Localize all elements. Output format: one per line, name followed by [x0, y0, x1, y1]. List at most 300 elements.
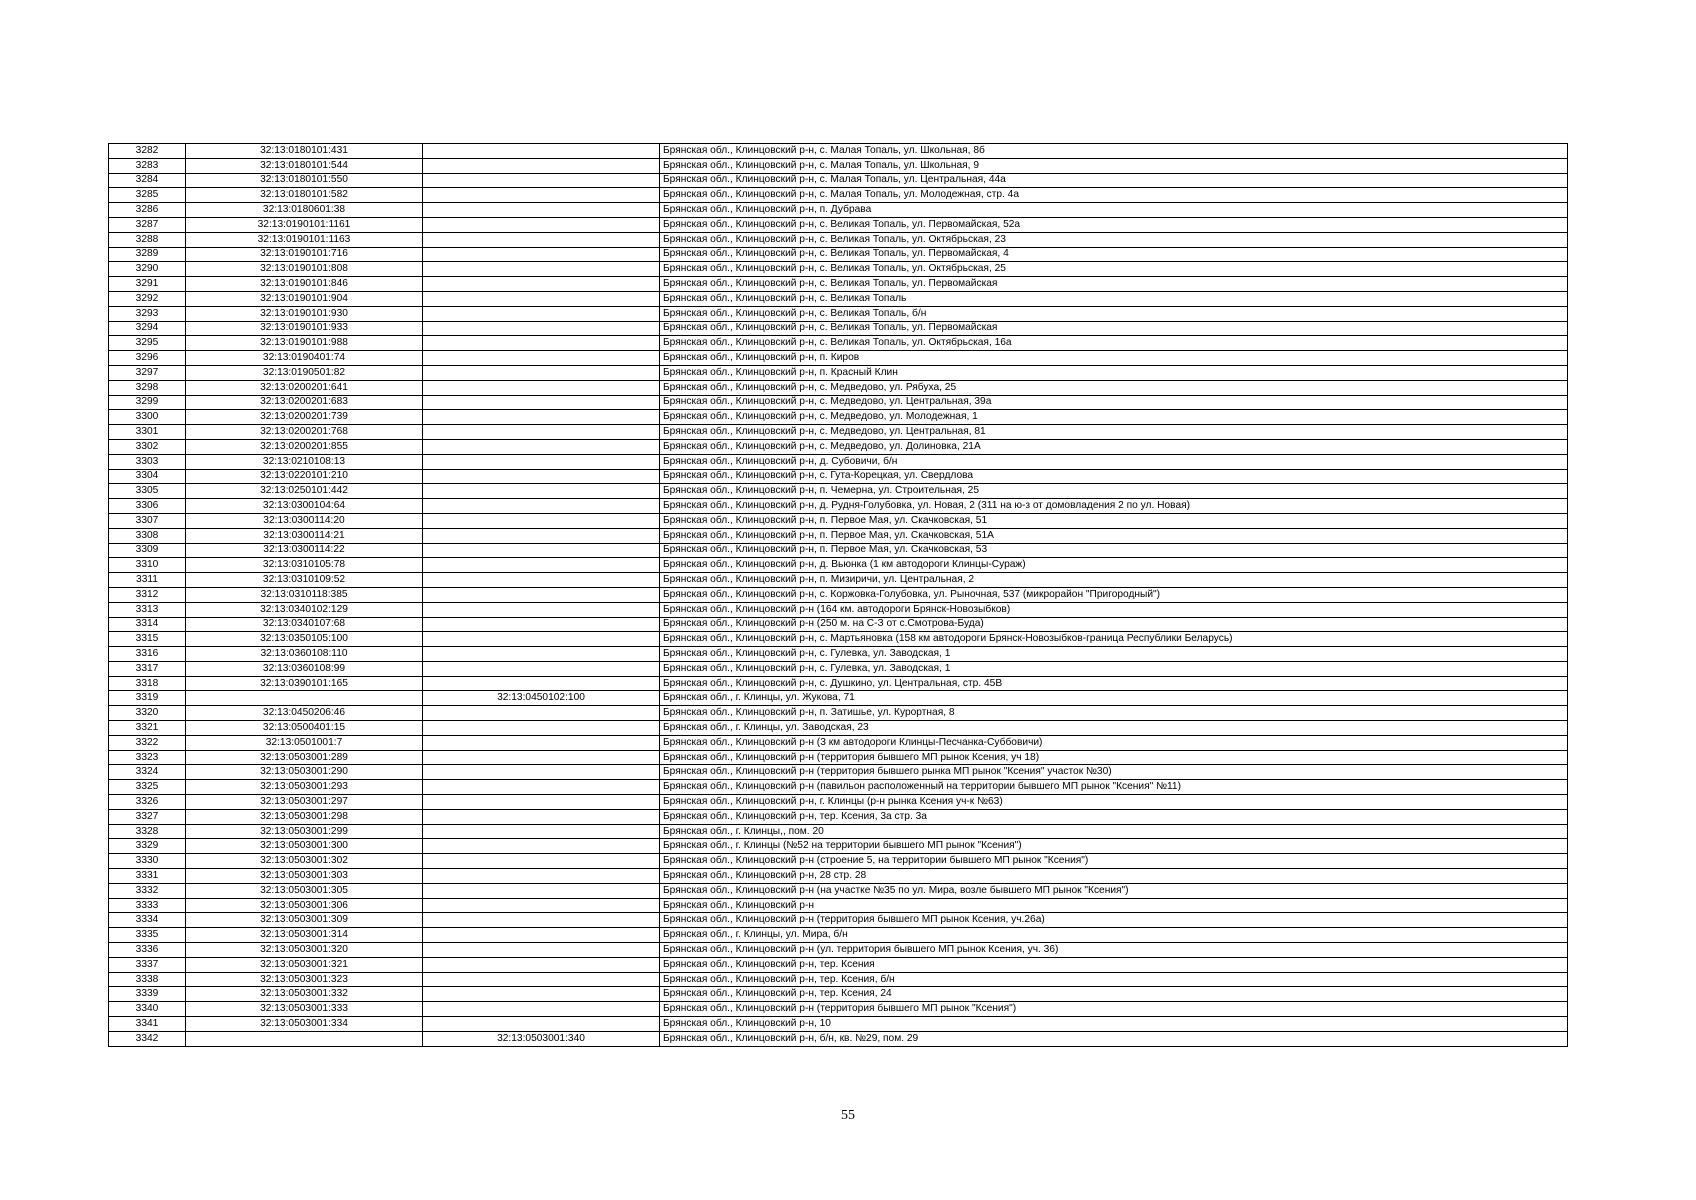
cadastral-number-cell: 32:13:0200201:683 — [186, 395, 423, 410]
cadastral-number-alt-cell — [423, 824, 660, 839]
address-cell: Брянская обл., г. Клинцы, ул. Жукова, 71 — [660, 691, 1568, 706]
cadastral-number-cell: 32:13:0190101:988 — [186, 336, 423, 351]
cadastral-number-alt-cell: 32:13:0450102:100 — [423, 691, 660, 706]
address-cell: Брянская обл., Клинцовский р-н, с. Медведово, ул. Центральная, 39а — [660, 395, 1568, 410]
cadastral-number-alt-cell — [423, 928, 660, 943]
address-cell: Брянская обл., Клинцовский р-н, с. Великая Топаль, ул. Октябрьская, 23 — [660, 232, 1568, 247]
address-cell: Брянская обл., Клинцовский р-н, с. Великая Топаль, ул. Первомайская — [660, 321, 1568, 336]
cadastral-number-cell: 32:13:0300104:64 — [186, 499, 423, 514]
address-cell: Брянская обл., Клинцовский р-н, с. Малая Топаль, ул. Центральная, 44а — [660, 173, 1568, 188]
address-cell: Брянская обл., Клинцовский р-н, с. Медведово, ул. Молодежная, 1 — [660, 410, 1568, 425]
table-row — [109, 528, 1568, 543]
address-cell: Брянская обл., Клинцовский р-н, с. Великая Топаль, ул. Первомайская — [660, 277, 1568, 292]
table-row — [109, 898, 1568, 913]
address-cell: Брянская обл., Клинцовский р-н, с. Малая Топаль, ул. Школьная, 8б — [660, 144, 1568, 159]
row-number-cell: 3285 — [109, 188, 186, 203]
address-cell: Брянская обл., Клинцовский р-н, тер. Ксения, б/н — [660, 972, 1568, 987]
cadastral-number-alt-cell — [423, 972, 660, 987]
cadastral-number-alt-cell — [423, 217, 660, 232]
row-number-cell: 3339 — [109, 987, 186, 1002]
table-row — [109, 824, 1568, 839]
cadastral-number-alt-cell — [423, 203, 660, 218]
cadastral-number-cell: 32:13:0220101:210 — [186, 469, 423, 484]
address-cell: Брянская обл., Клинцовский р-н, п. Киров — [660, 351, 1568, 366]
table-row — [109, 735, 1568, 750]
table-row — [109, 558, 1568, 573]
address-cell: Брянская обл., Клинцовский р-н, с. Душкино, ул. Центральная, стр. 45В — [660, 676, 1568, 691]
table-row — [109, 573, 1568, 588]
cadastral-number-cell: 32:13:0190101:716 — [186, 247, 423, 262]
table-row — [109, 513, 1568, 528]
address-cell: Брянская обл., Клинцовский р-н (250 м. на С-З от с.Смотрова-Буда) — [660, 617, 1568, 632]
cadastral-number-alt-cell — [423, 957, 660, 972]
table-row — [109, 987, 1568, 1002]
cadastral-number-cell: 32:13:0310105:78 — [186, 558, 423, 573]
table-row — [109, 306, 1568, 321]
address-cell: Брянская обл., Клинцовский р-н (164 км. автодороги Брянск-Новозыбков) — [660, 602, 1568, 617]
address-cell: Брянская обл., Клинцовский р-н, с. Великая Топаль, б/н — [660, 306, 1568, 321]
cadastral-number-cell: 32:13:0180101:544 — [186, 158, 423, 173]
address-cell: Брянская обл., Клинцовский р-н (на участке №35 по ул. Мира, возле бывшего МП рынок "Ксения") — [660, 883, 1568, 898]
row-number-cell: 3309 — [109, 543, 186, 558]
table-row — [109, 809, 1568, 824]
table-row — [109, 765, 1568, 780]
cadastral-number-cell: 32:13:0360108:110 — [186, 647, 423, 662]
cadastral-number-cell: 32:13:0503001:298 — [186, 809, 423, 824]
address-cell: Брянская обл., Клинцовский р-н, д. Рудня-Голубовка, ул. Новая, 2 (311 на ю-з от домовладения 2 по ул. Новая) — [660, 499, 1568, 514]
cadastral-number-cell: 32:13:0450206:46 — [186, 706, 423, 721]
address-cell: Брянская обл., Клинцовский р-н, с. Малая Топаль, ул. Молодежная, стр. 4а — [660, 188, 1568, 203]
address-cell: Брянская обл., Клинцовский р-н, б/н, кв. №29, пом. 29 — [660, 1031, 1568, 1046]
cadastral-number-alt-cell — [423, 351, 660, 366]
address-cell: Брянская обл., Клинцовский р-н, п. Красный Клин — [660, 365, 1568, 380]
address-cell: Брянская обл., Клинцовский р-н, тер. Ксения, 24 — [660, 987, 1568, 1002]
cadastral-number-alt-cell — [423, 499, 660, 514]
cadastral-number-cell: 32:13:0200201:641 — [186, 380, 423, 395]
cadastral-number-cell: 32:13:0190101:1161 — [186, 217, 423, 232]
table-row — [109, 1031, 1568, 1046]
address-cell: Брянская обл., Клинцовский р-н, тер. Ксения, 3а стр. 3а — [660, 809, 1568, 824]
address-cell: Брянская обл., Клинцовский р-н (территория бывшего рынка МП рынок "Ксения" участок №30) — [660, 765, 1568, 780]
address-cell: Брянская обл., Клинцовский р-н, тер. Ксения — [660, 957, 1568, 972]
table-row — [109, 676, 1568, 691]
cadastral-number-alt-cell — [423, 913, 660, 928]
cadastral-number-cell: 32:13:0200201:739 — [186, 410, 423, 425]
table-row — [109, 854, 1568, 869]
cadastral-number-cell: 32:13:0503001:320 — [186, 943, 423, 958]
cadastral-number-alt-cell — [423, 469, 660, 484]
address-cell: Брянская обл., Клинцовский р-н, с. Медведово, ул. Центральная, 81 — [660, 425, 1568, 440]
cadastral-number-cell: 32:13:0190101:933 — [186, 321, 423, 336]
cadastral-number-alt-cell — [423, 321, 660, 336]
address-cell: Брянская обл., Клинцовский р-н (3 км автодороги Клинцы-Песчанка-Суббовичи) — [660, 735, 1568, 750]
cadastral-number-alt-cell — [423, 735, 660, 750]
cadastral-number-cell: 32:13:0190101:808 — [186, 262, 423, 277]
address-cell: Брянская обл., Клинцовский р-н, с. Великая Топаль, ул. Первомайская, 4 — [660, 247, 1568, 262]
cadastral-number-alt-cell — [423, 365, 660, 380]
cadastral-number-alt-cell — [423, 513, 660, 528]
cadastral-number-cell: 32:13:0180601:38 — [186, 203, 423, 218]
cadastral-number-alt-cell — [423, 883, 660, 898]
cadastral-number-alt-cell — [423, 706, 660, 721]
cadastral-number-cell: 32:13:0340102:129 — [186, 602, 423, 617]
row-number-cell: 3291 — [109, 277, 186, 292]
cadastral-number-alt-cell — [423, 765, 660, 780]
row-number-cell: 3318 — [109, 676, 186, 691]
cadastral-number-alt-cell — [423, 262, 660, 277]
page-number: 55 — [841, 1108, 855, 1123]
table-row — [109, 321, 1568, 336]
row-number-cell: 3307 — [109, 513, 186, 528]
row-number-cell: 3298 — [109, 380, 186, 395]
table-row — [109, 395, 1568, 410]
row-number-cell: 3311 — [109, 573, 186, 588]
table-row — [109, 647, 1568, 662]
cadastral-number-alt-cell — [423, 898, 660, 913]
cadastral-number-alt-cell — [423, 661, 660, 676]
cadastral-number-alt-cell — [423, 543, 660, 558]
table-row — [109, 232, 1568, 247]
registry-table-body — [109, 144, 1568, 1047]
cadastral-number-alt-cell — [423, 854, 660, 869]
cadastral-number-cell: 32:13:0503001:302 — [186, 854, 423, 869]
address-cell: Брянская обл., Клинцовский р-н, п. Первое Мая, ул. Скачковская, 53 — [660, 543, 1568, 558]
row-number-cell: 3313 — [109, 602, 186, 617]
cadastral-number-cell: 32:13:0503001:289 — [186, 750, 423, 765]
cadastral-number-alt-cell — [423, 558, 660, 573]
cadastral-number-alt-cell — [423, 528, 660, 543]
address-cell: Брянская обл., Клинцовский р-н, с. Гулевка, ул. Заводская, 1 — [660, 661, 1568, 676]
registry-table — [108, 143, 1568, 1047]
address-cell: Брянская обл., Клинцовский р-н, г. Клинцы (р-н рынка Ксения уч-к №63) — [660, 795, 1568, 810]
cadastral-number-alt-cell — [423, 144, 660, 159]
address-cell: Брянская обл., г. Клинцы, ул. Заводская, 23 — [660, 721, 1568, 736]
row-number-cell: 3308 — [109, 528, 186, 543]
cadastral-number-alt-cell — [423, 188, 660, 203]
cadastral-number-cell: 32:13:0503001:300 — [186, 839, 423, 854]
row-number-cell: 3296 — [109, 351, 186, 366]
cadastral-number-cell: 32:13:0200201:768 — [186, 425, 423, 440]
cadastral-number-cell: 32:13:0503001:303 — [186, 869, 423, 884]
table-row — [109, 365, 1568, 380]
cadastral-number-cell: 32:13:0190501:82 — [186, 365, 423, 380]
row-number-cell: 3290 — [109, 262, 186, 277]
table-row — [109, 543, 1568, 558]
table-row — [109, 617, 1568, 632]
row-number-cell: 3301 — [109, 425, 186, 440]
table-row — [109, 144, 1568, 159]
table-row — [109, 380, 1568, 395]
cadastral-number-cell: 32:13:0503001:306 — [186, 898, 423, 913]
address-cell: Брянская обл., Клинцовский р-н, п. Дубрава — [660, 203, 1568, 218]
cadastral-number-cell: 32:13:0360108:99 — [186, 661, 423, 676]
row-number-cell: 3284 — [109, 173, 186, 188]
row-number-cell: 3327 — [109, 809, 186, 824]
table-row — [109, 839, 1568, 854]
cadastral-number-alt-cell — [423, 647, 660, 662]
row-number-cell: 3338 — [109, 972, 186, 987]
table-row — [109, 883, 1568, 898]
cadastral-number-alt-cell — [423, 869, 660, 884]
cadastral-number-cell: 32:13:0501001:7 — [186, 735, 423, 750]
table-row — [109, 869, 1568, 884]
cadastral-number-alt-cell — [423, 306, 660, 321]
row-number-cell: 3321 — [109, 721, 186, 736]
address-cell: Брянская обл., Клинцовский р-н, с. Великая Топаль, ул. Октябрьская, 16а — [660, 336, 1568, 351]
cadastral-number-alt-cell — [423, 380, 660, 395]
row-number-cell: 3295 — [109, 336, 186, 351]
cadastral-number-alt-cell — [423, 410, 660, 425]
row-number-cell: 3288 — [109, 232, 186, 247]
address-cell: Брянская обл., Клинцовский р-н, д. Субовичи, б/н — [660, 454, 1568, 469]
address-cell: Брянская обл., Клинцовский р-н, д. Вьюнка (1 км автодороги Клинцы-Сураж) — [660, 558, 1568, 573]
table-row — [109, 691, 1568, 706]
address-cell: Брянская обл., Клинцовский р-н, с. Мартьяновка (158 км автодороги Брянск-Новозыбков-граница Республики Беларусь) — [660, 632, 1568, 647]
cadastral-number-alt-cell — [423, 602, 660, 617]
address-cell: Брянская обл., Клинцовский р-н (строение 5, на территории бывшего МП рынок "Ксения") — [660, 854, 1568, 869]
table-row — [109, 1002, 1568, 1017]
row-number-cell: 3320 — [109, 706, 186, 721]
cadastral-number-alt-cell — [423, 454, 660, 469]
table-row — [109, 661, 1568, 676]
table-row — [109, 410, 1568, 425]
cadastral-number-alt-cell — [423, 750, 660, 765]
table-row — [109, 262, 1568, 277]
address-cell: Брянская обл., Клинцовский р-н, с. Медведово, ул. Рябуха, 25 — [660, 380, 1568, 395]
row-number-cell: 3297 — [109, 365, 186, 380]
table-row — [109, 484, 1568, 499]
cadastral-number-alt-cell — [423, 795, 660, 810]
address-cell: Брянская обл., Клинцовский р-н — [660, 898, 1568, 913]
table-row — [109, 277, 1568, 292]
address-cell: Брянская обл., Клинцовский р-н (территория бывшего МП рынок "Ксения") — [660, 1002, 1568, 1017]
cadastral-number-alt-cell — [423, 839, 660, 854]
row-number-cell: 3328 — [109, 824, 186, 839]
cadastral-number-cell: 32:13:0503001:323 — [186, 972, 423, 987]
row-number-cell: 3336 — [109, 943, 186, 958]
table-row — [109, 721, 1568, 736]
cadastral-number-cell: 32:13:0503001:305 — [186, 883, 423, 898]
row-number-cell: 3322 — [109, 735, 186, 750]
table-row — [109, 632, 1568, 647]
cadastral-number-alt-cell — [423, 247, 660, 262]
cadastral-number-alt-cell — [423, 1002, 660, 1017]
row-number-cell: 3337 — [109, 957, 186, 972]
address-cell: Брянская обл., Клинцовский р-н (павильон расположенный на территории бывшего МП рынок "Ксения" №11) — [660, 780, 1568, 795]
row-number-cell: 3340 — [109, 1002, 186, 1017]
table-row — [109, 706, 1568, 721]
cadastral-number-cell: 32:13:0190101:904 — [186, 291, 423, 306]
address-cell: Брянская обл., Клинцовский р-н (территория бывшего МП рынок Ксения, уч.26а) — [660, 913, 1568, 928]
cadastral-number-alt-cell — [423, 632, 660, 647]
row-number-cell: 3325 — [109, 780, 186, 795]
row-number-cell: 3331 — [109, 869, 186, 884]
row-number-cell: 3304 — [109, 469, 186, 484]
cadastral-number-cell: 32:13:0503001:293 — [186, 780, 423, 795]
cadastral-number-cell: 32:13:0503001:333 — [186, 1002, 423, 1017]
table-row — [109, 454, 1568, 469]
cadastral-number-alt-cell — [423, 232, 660, 247]
cadastral-number-cell: 32:13:0200201:855 — [186, 439, 423, 454]
address-cell: Брянская обл., Клинцовский р-н, с. Коржовка-Голубовка, ул. Рыночная, 537 (микрорайон "Пригородный") — [660, 587, 1568, 602]
table-row — [109, 750, 1568, 765]
cadastral-number-cell: 32:13:0300114:22 — [186, 543, 423, 558]
table-row — [109, 203, 1568, 218]
cadastral-number-alt-cell — [423, 943, 660, 958]
address-cell: Брянская обл., Клинцовский р-н, с. Медведово, ул. Долиновка, 21А — [660, 439, 1568, 454]
table-row — [109, 217, 1568, 232]
address-cell: Брянская обл., г. Клинцы, ул. Мира, б/н — [660, 928, 1568, 943]
address-cell: Брянская обл., Клинцовский р-н (территория бывшего МП рынок Ксения, уч 18) — [660, 750, 1568, 765]
cadastral-number-cell: 32:13:0500401:15 — [186, 721, 423, 736]
cadastral-number-cell: 32:13:0390101:165 — [186, 676, 423, 691]
row-number-cell: 3342 — [109, 1031, 186, 1046]
cadastral-number-alt-cell — [423, 780, 660, 795]
cadastral-number-cell: 32:13:0503001:299 — [186, 824, 423, 839]
cadastral-number-cell: 32:13:0503001:297 — [186, 795, 423, 810]
cadastral-number-alt-cell — [423, 336, 660, 351]
cadastral-number-cell: 32:13:0300114:21 — [186, 528, 423, 543]
address-cell: Брянская обл., Клинцовский р-н, с. Гута-Корецкая, ул. Свердлова — [660, 469, 1568, 484]
cadastral-number-cell: 32:13:0503001:314 — [186, 928, 423, 943]
row-number-cell: 3305 — [109, 484, 186, 499]
cadastral-number-cell: 32:13:0503001:334 — [186, 1017, 423, 1032]
cadastral-number-alt-cell — [423, 1017, 660, 1032]
row-number-cell: 3287 — [109, 217, 186, 232]
row-number-cell: 3300 — [109, 410, 186, 425]
cadastral-number-cell: 32:13:0190401:74 — [186, 351, 423, 366]
cadastral-number-cell: 32:13:0300114:20 — [186, 513, 423, 528]
cadastral-number-alt-cell — [423, 291, 660, 306]
cadastral-number-cell: 32:13:0340107:68 — [186, 617, 423, 632]
cadastral-number-cell: 32:13:0190101:930 — [186, 306, 423, 321]
cadastral-number-alt-cell — [423, 425, 660, 440]
cadastral-number-cell: 32:13:0210108:13 — [186, 454, 423, 469]
address-cell: Брянская обл., Клинцовский р-н, 28 стр. 28 — [660, 869, 1568, 884]
table-row — [109, 943, 1568, 958]
table-row — [109, 439, 1568, 454]
row-number-cell: 3316 — [109, 647, 186, 662]
cadastral-number-alt-cell — [423, 676, 660, 691]
address-cell: Брянская обл., Клинцовский р-н, п. Чемерна, ул. Строительная, 25 — [660, 484, 1568, 499]
row-number-cell: 3334 — [109, 913, 186, 928]
row-number-cell: 3341 — [109, 1017, 186, 1032]
row-number-cell: 3329 — [109, 839, 186, 854]
table-row — [109, 795, 1568, 810]
address-cell: Брянская обл., Клинцовский р-н, с. Великая Топаль, ул. Первомайская, 52а — [660, 217, 1568, 232]
row-number-cell: 3293 — [109, 306, 186, 321]
address-cell: Брянская обл., Клинцовский р-н, с. Малая Топаль, ул. Школьная, 9 — [660, 158, 1568, 173]
table-row — [109, 469, 1568, 484]
table-row — [109, 928, 1568, 943]
cadastral-number-alt-cell — [423, 439, 660, 454]
cadastral-number-cell: 32:13:0180101:431 — [186, 144, 423, 159]
address-cell: Брянская обл., Клинцовский р-н, п. Затишье, ул. Курортная, 8 — [660, 706, 1568, 721]
row-number-cell: 3282 — [109, 144, 186, 159]
cadastral-number-cell: 32:13:0503001:290 — [186, 765, 423, 780]
cadastral-number-cell: 32:13:0503001:321 — [186, 957, 423, 972]
cadastral-number-cell: 32:13:0503001:309 — [186, 913, 423, 928]
cadastral-number-alt-cell — [423, 617, 660, 632]
row-number-cell: 3302 — [109, 439, 186, 454]
table-row — [109, 336, 1568, 351]
cadastral-number-alt-cell — [423, 277, 660, 292]
row-number-cell: 3335 — [109, 928, 186, 943]
cadastral-number-alt-cell — [423, 158, 660, 173]
row-number-cell: 3315 — [109, 632, 186, 647]
table-row — [109, 499, 1568, 514]
cadastral-number-cell: 32:13:0190101:846 — [186, 277, 423, 292]
cadastral-number-alt-cell — [423, 395, 660, 410]
row-number-cell: 3306 — [109, 499, 186, 514]
address-cell: Брянская обл., Клинцовский р-н, п. Мизиричи, ул. Центральная, 2 — [660, 573, 1568, 588]
row-number-cell: 3319 — [109, 691, 186, 706]
cadastral-number-alt-cell — [423, 484, 660, 499]
table-row — [109, 158, 1568, 173]
row-number-cell: 3294 — [109, 321, 186, 336]
cadastral-number-alt-cell — [423, 809, 660, 824]
row-number-cell: 3286 — [109, 203, 186, 218]
table-row — [109, 587, 1568, 602]
row-number-cell: 3314 — [109, 617, 186, 632]
cadastral-number-cell — [186, 1031, 423, 1046]
address-cell: Брянская обл., Клинцовский р-н, 10 — [660, 1017, 1568, 1032]
address-cell: Брянская обл., Клинцовский р-н, с. Гулевка, ул. Заводская, 1 — [660, 647, 1568, 662]
row-number-cell: 3333 — [109, 898, 186, 913]
cadastral-number-cell: 32:13:0503001:332 — [186, 987, 423, 1002]
address-cell: Брянская обл., Клинцовский р-н, п. Первое Мая, ул. Скачковская, 51 — [660, 513, 1568, 528]
table-row — [109, 1017, 1568, 1032]
row-number-cell: 3303 — [109, 454, 186, 469]
row-number-cell: 3289 — [109, 247, 186, 262]
cadastral-number-cell: 32:13:0180101:582 — [186, 188, 423, 203]
address-cell: Брянская обл., Клинцовский р-н, п. Первое Мая, ул. Скачковская, 51А — [660, 528, 1568, 543]
cadastral-number-cell: 32:13:0310109:52 — [186, 573, 423, 588]
row-number-cell: 3323 — [109, 750, 186, 765]
cadastral-number-alt-cell — [423, 573, 660, 588]
address-cell: Брянская обл., Клинцовский р-н (ул. территория бывшего МП рынок Ксения, уч. 36) — [660, 943, 1568, 958]
table-row — [109, 247, 1568, 262]
address-cell: Брянская обл., Клинцовский р-н, с. Великая Топаль — [660, 291, 1568, 306]
cadastral-number-cell: 32:13:0180101:550 — [186, 173, 423, 188]
row-number-cell: 3326 — [109, 795, 186, 810]
cadastral-number-cell: 32:13:0310118:385 — [186, 587, 423, 602]
cadastral-number-cell: 32:13:0190101:1163 — [186, 232, 423, 247]
row-number-cell: 3312 — [109, 587, 186, 602]
table-row — [109, 291, 1568, 306]
cadastral-number-cell — [186, 691, 423, 706]
table-row — [109, 188, 1568, 203]
row-number-cell: 3283 — [109, 158, 186, 173]
row-number-cell: 3292 — [109, 291, 186, 306]
table-row — [109, 173, 1568, 188]
address-cell: Брянская обл., Клинцовский р-н, с. Великая Топаль, ул. Октябрьская, 25 — [660, 262, 1568, 277]
table-row — [109, 602, 1568, 617]
table-row — [109, 957, 1568, 972]
row-number-cell: 3332 — [109, 883, 186, 898]
cadastral-number-alt-cell — [423, 587, 660, 602]
row-number-cell: 3299 — [109, 395, 186, 410]
cadastral-number-cell: 32:13:0350105:100 — [186, 632, 423, 647]
cadastral-number-alt-cell — [423, 173, 660, 188]
row-number-cell: 3317 — [109, 661, 186, 676]
address-cell: Брянская обл., г. Клинцы (№52 на территории бывшего МП рынок "Ксения") — [660, 839, 1568, 854]
table-row — [109, 425, 1568, 440]
table-row — [109, 913, 1568, 928]
table-row — [109, 780, 1568, 795]
table-row — [109, 351, 1568, 366]
row-number-cell: 3324 — [109, 765, 186, 780]
